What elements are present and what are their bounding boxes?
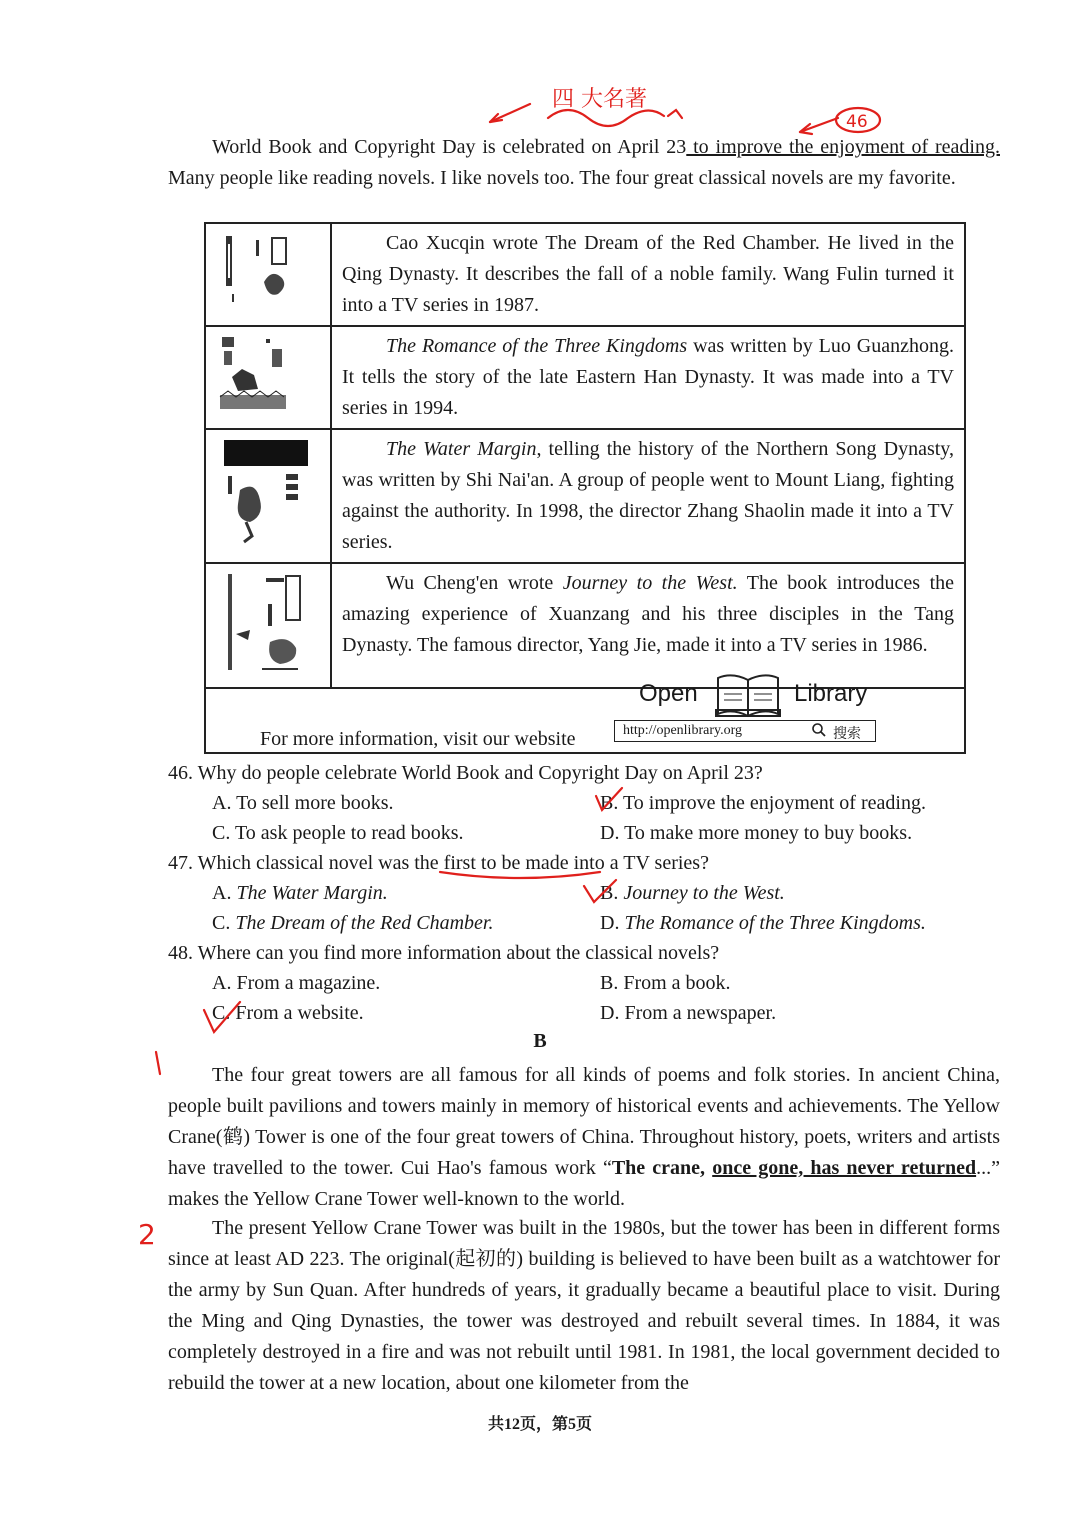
q48-option-c: C. From a website. [212,1002,364,1024]
novel-row-1 [205,223,965,326]
q47-option-d [600,908,926,938]
novel-text-1 [331,223,965,326]
tower-text: The four great towers are all famous for all kinds of poems and folk stories. In ancient China, people built pavilions and towers mainly in memory of historical events and achievements. The Yellow Crane(鹤) Tower is one of the four great towers of China. Throughout history, poets, writers and artists have travelled to the tower. Cui Hao's famous work “ [168,1064,1000,1179]
website-url[interactable]: http://openlibrary.org [623,723,742,738]
annotation-chars: 四 大名著 [552,87,647,112]
q47-a-letter: A. [212,882,237,904]
q47-c-text: The Dream of the Red Chamber. [235,912,494,934]
search-button-label[interactable]: 搜索 [833,727,861,742]
novel-text-2 [331,326,965,429]
novel-3-text: , telling the history of the Northern Song Dynasty, was written by Shi Nai'an. A group of people went to Mount Liang, fighting against the authority. In 1998, the director Zhang Shaolin made it into a TV series. [342,438,954,553]
section-b-paragraph-2 [168,1213,1000,1399]
poem-quote-underlined: once gone, has never returned [712,1157,977,1179]
q47-option-b [600,878,785,908]
novel-text-3 [331,429,965,563]
q47-d-text: The Romance of the Three Kingdoms. [624,912,926,934]
library-box [204,658,966,754]
novel-4-text: The book introduces the amazing experience of Xuanzang and his three disciples in the Tang Dynasty. The famous director, Yang Jie, made it into a TV series in 1986. [342,572,955,656]
novel-row-3 [205,429,965,563]
annotation-46: 46 [846,112,868,132]
intro-underlined: to improve the enjoyment of reading. [686,136,1000,158]
tower-history-text: The present Yellow Crane Tower was built in the 1980s, but the tower has been in different forms since at least AD 223. The original(起初的) building is believed to have been built as a watchtower for the army by Sun Quan. After hundreds of years, it gradually became a beautiful place to visit. During the Ming and Qing Dynasties, the tower was destroyed and rebuilt several times. In 1884, it was completely destroyed in a fire and was not rebuilt until 1981. In 1981, the local government decided to rebuild the tower at a new location, about one kilometer from the [168,1217,1000,1394]
intro-text-rest: Many people like reading novels. I like novels too. The four great classical novels are my favorite. [168,167,956,189]
q48-option-d: D. From a newspaper. [600,1002,777,1024]
question-47: 47. Which classical novel was the first to be made into a TV series? [168,852,709,874]
q46-option-c: C. To ask people to read books. [212,822,464,844]
novels-table [204,222,966,689]
q48-option-a: A. From a magazine. [212,972,381,994]
library-name-label: Library [794,680,868,707]
novel-image-1 [205,223,331,326]
tower-text-end: ...” makes the Yellow Crane Tower well-known to the world. [168,1157,1000,1210]
q47-option-c [212,908,493,938]
question-48: 48. Where can you find more information about the classical novels? [168,942,720,964]
q47-c-letter: C. [212,912,236,934]
open-book-icon [714,670,782,720]
q46-option-d: D. To make more money to buy books. [600,822,913,844]
intro-paragraph [168,132,1000,194]
novel-image-3 [205,429,331,563]
q48-option-b: B. From a book. [600,972,731,994]
page-number: 共12页，第5页 [487,1416,592,1433]
search-icon[interactable] [811,722,827,738]
q46-option-b: B. To improve the enjoyment of reading. [600,792,926,814]
annotation-margin-2: 2 [138,1218,156,1251]
section-b-paragraph-1 [168,1060,1000,1215]
library-open-label: Open [639,680,698,707]
novel-3-title: The Water Margin [386,438,537,460]
poem-quote-bold: The crane, [611,1157,706,1179]
visit-website-text: For more information, visit our website [260,728,576,750]
book-cover-illustration-icon [206,430,330,552]
section-b-heading: B [533,1030,547,1052]
book-cover-illustration-icon [206,327,330,419]
q47-option-a [212,878,388,908]
novel-4-text-pre: Wu Cheng'en wrote [386,572,563,594]
q47-b-letter: B. [600,882,624,904]
novel-2-text: was written by Luo Guanzhong. It tells the story of the late Eastern Han Dynasty. It was made into a TV series in 1994. [342,335,954,419]
novel-2-title: The Romance of the Three Kingdoms [386,335,688,357]
q46-option-a: A. To sell more books. [212,792,394,814]
novel-1-text: Cao Xucqin wrote The Dream of the Red Chamber. He lived in the Qing Dynasty. It describes the fall of a noble family. Wang Fulin turned it into a TV series in 1987. [342,232,954,316]
question-46: 46. Why do people celebrate World Book and Copyright Day on April 23? [168,762,763,784]
book-cover-illustration-icon [206,224,330,316]
q47-d-letter: D. [600,912,625,934]
novel-image-2 [205,326,331,429]
website-search-bar[interactable] [614,720,876,742]
q47-a-text: The Water Margin. [236,882,388,904]
q47-b-text: Journey to the West. [623,882,785,904]
novel-row-2 [205,326,965,429]
novel-4-title: Journey to the West. [562,572,738,594]
intro-text: World Book and Copyright Day is celebrated on April 23 [212,136,687,158]
